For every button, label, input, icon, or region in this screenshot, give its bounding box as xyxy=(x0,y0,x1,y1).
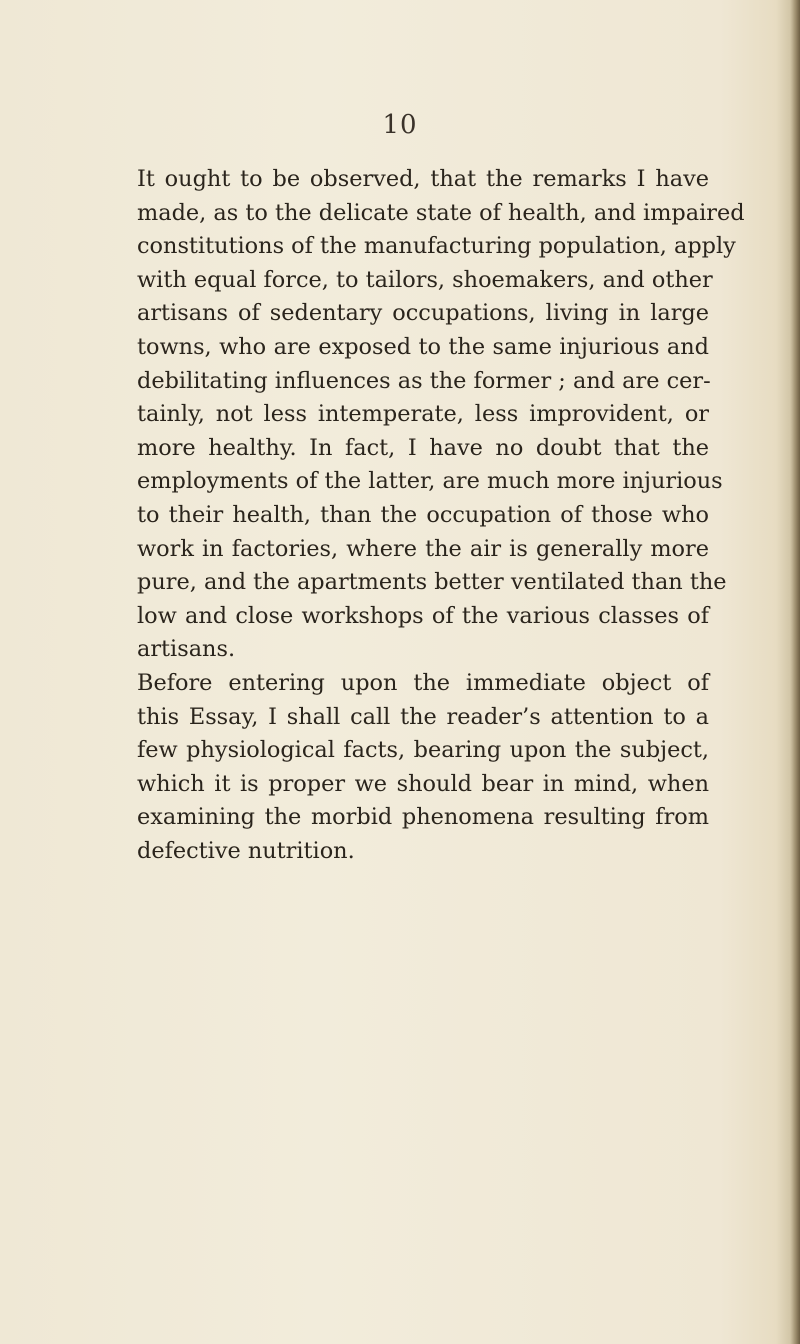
text-line: artisans. xyxy=(137,636,236,663)
text-line: to their health, than the occupation of those who xyxy=(137,501,709,528)
text-line: which it is proper we should bear in mind, when xyxy=(137,770,709,797)
paragraph-1 xyxy=(137,163,745,667)
text-line: made, as to the delicate state of health, and impaired xyxy=(137,199,745,226)
text-line: low and close workshops of the various classes of xyxy=(137,602,709,629)
text-line: debilitating influences as the former ; and are cer- xyxy=(137,367,711,394)
text-line: with equal force, to tailors, shoemakers, and other xyxy=(137,266,713,293)
text-line: tainly, not less intemperate, less improvident, or xyxy=(137,401,709,428)
text-line: more healthy. In fact, I have no doubt that the xyxy=(137,434,709,461)
text-line: examining the morbid phenomena resulting from xyxy=(137,804,709,831)
text-line: employments of the latter, are much more injurious xyxy=(137,468,723,495)
text-line: few physiological facts, bearing upon the subject, xyxy=(137,737,709,764)
text-line: towns, who are exposed to the same injurious and xyxy=(137,333,709,360)
text-line: work in factories, where the air is generally more xyxy=(137,535,709,562)
text-line: constitutions of the manufacturing population, apply xyxy=(137,233,736,260)
text-line: Before entering upon the immediate object of xyxy=(137,669,709,696)
text-line: artisans of sedentary occupations, living in large xyxy=(137,300,709,327)
page-number: 10 xyxy=(382,110,418,140)
body-text xyxy=(137,163,745,868)
paragraph-2 xyxy=(137,667,709,869)
text-line: pure, and the apartments better ventilated than the xyxy=(137,569,727,596)
text-line: defective nutrition. xyxy=(137,837,355,864)
text-line: It ought to be observed, that the remarks I have xyxy=(137,166,709,192)
text-line: this Essay, I shall call the reader’s attention to a xyxy=(137,703,709,730)
page-edge-shadow xyxy=(790,0,800,1344)
